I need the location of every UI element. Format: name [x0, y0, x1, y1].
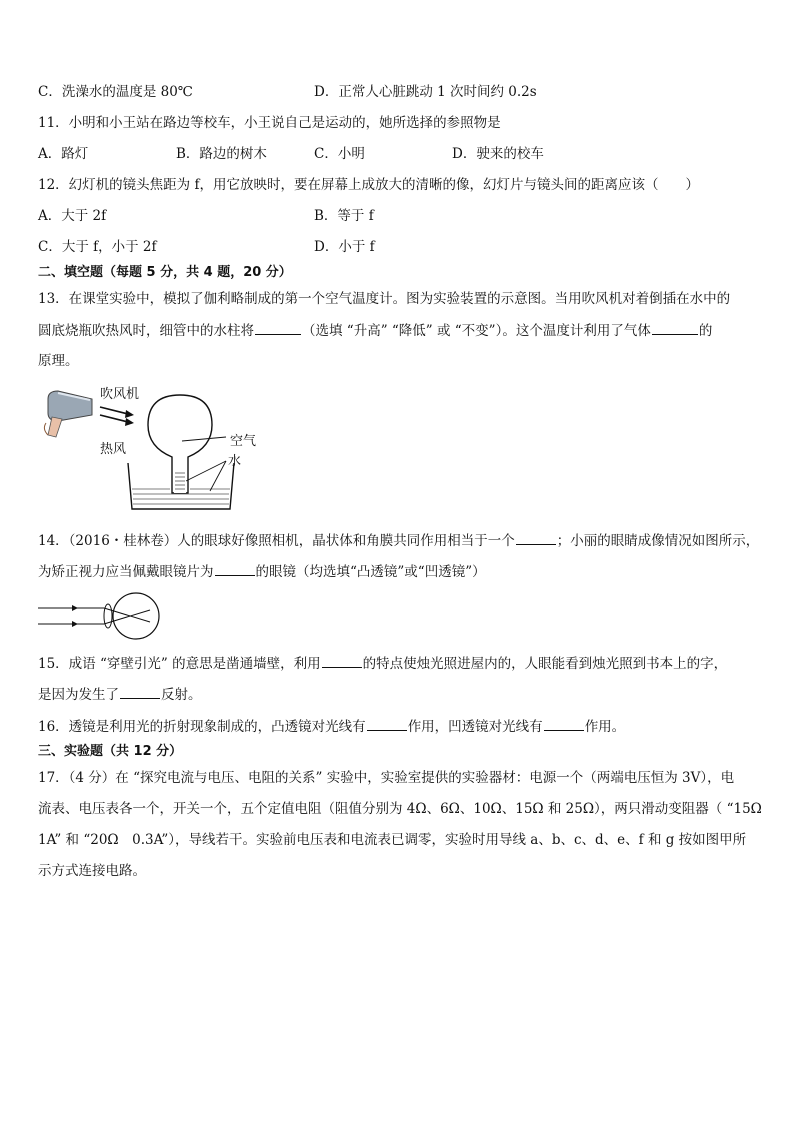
q12-stem: 12．幻灯机的镜头焦距为 f，用它放映时，要在屏幕上成放大的清晰的像，幻灯片与镜头间的距离应该（ ）: [38, 177, 699, 193]
q15-text-c: 是因为发生了: [38, 687, 119, 703]
q13-line-2: [38, 320, 712, 341]
section-heading-experiment: 三、实验题（共 12 分）: [38, 744, 183, 759]
q13-text-b: （选填 “升高” “降低” 或 “不变”）。这个温度计利用了气体: [302, 323, 651, 339]
q11-option-c: C．小明: [314, 146, 365, 162]
q11-option-a: A．路灯: [38, 146, 89, 162]
q15-text-a: 15．成语 “穿壁引光” 的意思是凿通墙壁，利用: [38, 656, 321, 672]
q16-blank-2[interactable]: [544, 716, 584, 731]
section-heading-fill-in: 二、填空题（每题 5 分，共 4 题，20 分）: [38, 265, 292, 280]
q15-text-b: 的特点使烛光照进屋内的，人眼能看到烛光照到书本上的字，: [362, 656, 728, 672]
water-label: 水: [228, 454, 242, 469]
hair-dryer-icon: [44, 391, 92, 437]
q11-option-d: D．驶来的校车: [452, 146, 544, 162]
round-bottom-flask: [148, 395, 212, 493]
blower-label: 吹风机: [100, 387, 140, 402]
q13-blank-2[interactable]: [652, 320, 698, 335]
q15-line-2: [38, 684, 202, 705]
q16-text-b: 作用，凹透镜对光线有: [407, 719, 543, 735]
water-leader-line-1: [186, 461, 226, 481]
air-label: 空气: [230, 434, 257, 449]
q14-blank-2[interactable]: [215, 561, 255, 576]
q17-line-3: 1A” 和 “20Ω 0.3A”），导线若干。实验前电压表和电流表已调零，实验时用导线 a、b、c、d、e、f 和 g 按如图甲所: [38, 832, 747, 848]
q13-line-1: 13．在课堂实验中，模拟了伽利略制成的第一个空气温度计。图为实验装置的示意图。当用吹风机对着倒插在水中的: [38, 291, 731, 307]
hot-air-label: 热风: [100, 442, 127, 457]
q14-line-1: [38, 530, 759, 551]
q12-option-d: D．小于 f: [314, 239, 375, 255]
q16-text-a: 16．透镜是利用光的折射现象制成的，凸透镜对光线有: [38, 719, 366, 735]
q14-line-2: [38, 561, 486, 582]
q13-text-a: 圆底烧瓶吹热风时，细管中的水柱将: [38, 323, 254, 339]
q13-line-3: 原理。: [38, 353, 79, 369]
q16-text-c: 作用。: [584, 719, 626, 735]
q14-text-c: 为矫正视力应当佩戴眼镜片为: [38, 564, 214, 580]
q12-option-c: C．大于 f，小于 2f: [38, 239, 157, 255]
q15-text-d: 反射。: [161, 687, 202, 703]
eye-lens-icon: [104, 604, 112, 628]
q14-text-d: 的眼镜（均选填“凸透镜”或“凹透镜”）: [255, 564, 486, 580]
q16-line-1: [38, 716, 625, 737]
q10-option-c: C．洗澡水的温度是 80℃: [38, 84, 193, 100]
q17-line-1: 17．（4 分）在 “探究电流与电压、电阻的关系” 实验中，实验室提供的实验器材：电源一个（两端电压恒为 3V），电: [38, 770, 735, 786]
q16-blank-1[interactable]: [367, 716, 407, 731]
q14-blank-1[interactable]: [516, 530, 556, 545]
q14-text-b: ；小丽的眼睛成像情况如图所示，: [556, 533, 760, 549]
q15-blank-1[interactable]: [322, 653, 362, 668]
q12-option-a: A．大于 2f: [38, 208, 107, 224]
eye-diagram-figure: [38, 592, 168, 642]
q17-line-4: 示方式连接电路。: [38, 863, 146, 879]
hot-air-arrows: [100, 407, 134, 426]
q17-line-2: 流表、电压表各一个，开关一个，五个定值电阻（阻值分别为 4Ω、6Ω、10Ω、15Ω 和 25Ω），两只滑动变阻器（ “15Ω: [38, 801, 762, 817]
q11-stem: 11．小明和小王站在路边等校车，小王说自己是运动的，她所选择的参照物是: [38, 115, 501, 131]
q11-option-b: B．路边的树木: [176, 146, 267, 162]
q15-blank-2[interactable]: [120, 684, 160, 699]
q12-option-b: B．等于 f: [314, 208, 374, 224]
q13-text-c: 的: [698, 323, 713, 339]
q13-blank-1[interactable]: [255, 320, 301, 335]
air-thermometer-figure: [40, 385, 270, 515]
eyeball-icon: [113, 593, 159, 639]
q14-text-a: 14．（2016・桂林卷）人的眼球好像照相机，晶状体和角膜共同作用相当于一个: [38, 533, 515, 549]
q15-line-1: [38, 653, 727, 674]
q10-option-d: D．正常人心脏跳动 1 次时间约 0.2s: [314, 84, 537, 100]
